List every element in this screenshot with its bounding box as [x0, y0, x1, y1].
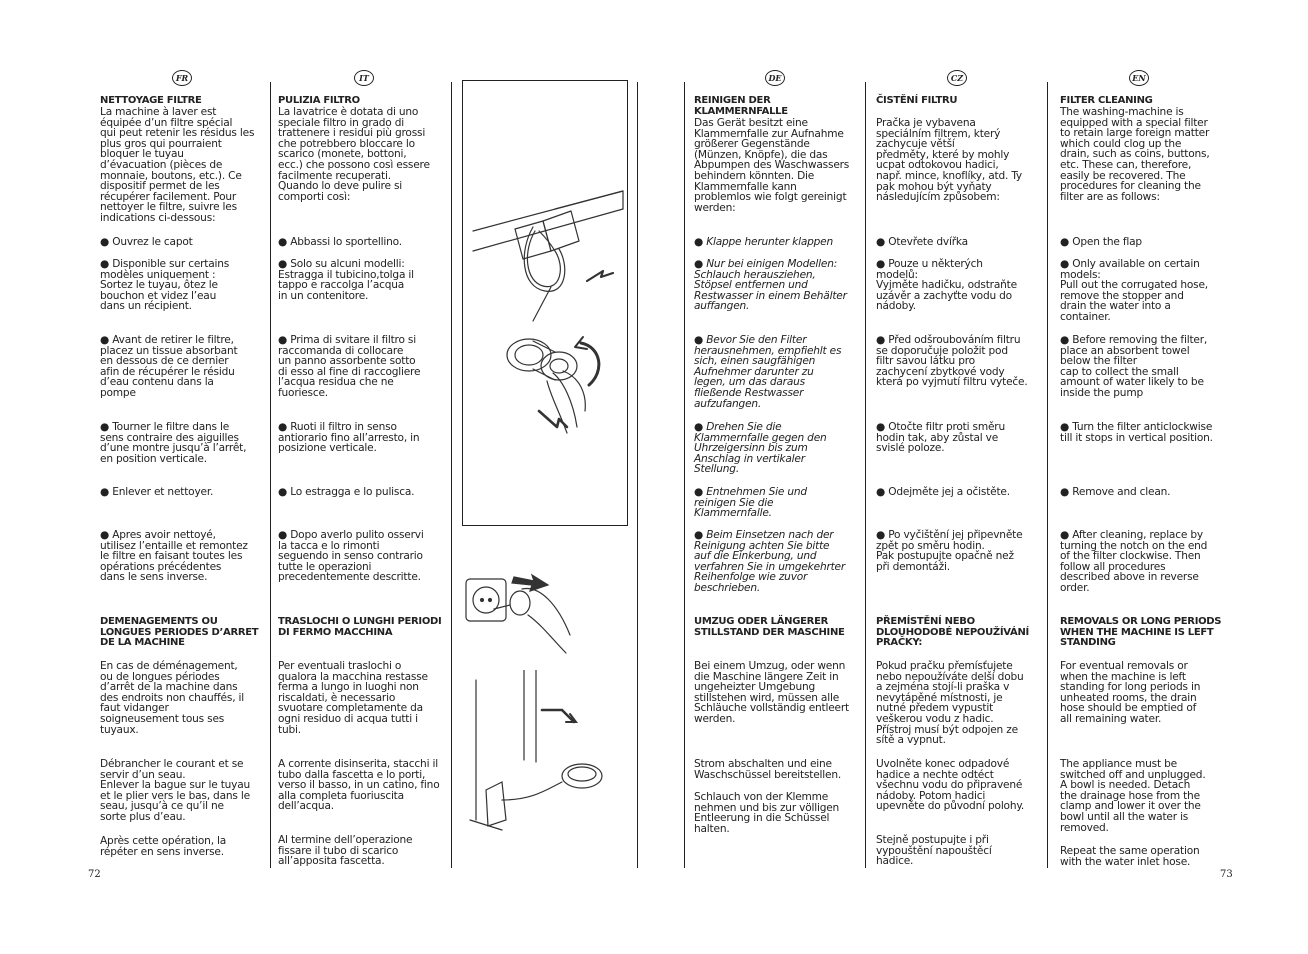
step-6: ● After cleaning, replace by turning the notch on the end of the filter clockwise. Then follow all procedures described above in reverse order. [1060, 529, 1208, 594]
paragraph: En cas de déménagement, ou de longues périodes d’arrêt de la machine dans des endroits non chauffés, il faut vidanger soigneusement tous ses tuyaux. [100, 660, 245, 736]
step-2: ● Pouze u některých modelů: Vyjměte hadičku, odstraňte uzávěr a zachyťte vodu do nádoby. [876, 258, 1017, 313]
paragraph: Uvolněte konec odpadové hadice a nechte odtéct všechnu vodu do připravené nádoby. Potom hadici upevněte do původní polohy. [876, 758, 1025, 813]
paragraph: Al termine dell’operazione fissare il tubo di scarico all’apposita fascetta. [278, 834, 413, 868]
step-6: ● Po vyčištění jej připevněte zpět po směru hodin. Pak postupujte opačně než při demontáži. [876, 529, 1023, 573]
step-4: ● Otočte filtr proti směru hodin tak, aby zůstal ve svislé poloze. [876, 421, 1005, 455]
step-1: ● Ouvrez le capot [100, 236, 193, 248]
column-divider [684, 82, 685, 868]
step-6: ● Beim Einsetzen nach der Reinigung achten Sie bitte auf die Einkerbung, und verfahren Sie in umgekehrter Reihenfolge wie zuvor beschrieben. [694, 529, 846, 594]
step-2: ● Only available on certain models: Pull out the corrugated hose, remove the stopper and drain the water into a container. [1060, 258, 1208, 323]
step-1: ● Abbassi lo sportellino. [278, 236, 402, 248]
paragraph: For eventual removals or when the machine is left standing for long periods in unheated rooms, the drain hose should be emptied of all remaining water. [1060, 660, 1201, 725]
intro-text: Das Gerät besitzt eine Klammernfalle zur Aufnahme größerer Gegenstände (Münzen, Knöpfe), die das Abpumpen des Waschwassers behindern könnten. Die Klammernfalle kann problemlos wie folgt gereinigt werden: [694, 117, 850, 214]
section-heading: ČISTĚNÍ FILTRU [876, 95, 958, 106]
step-5: ● Remove and clean. [1060, 486, 1171, 498]
step-4: ● Tourner le filtre dans le sens contraire des aiguilles d’une montre jusqu’à l’arrêt, en position verticale. [100, 421, 247, 465]
section-heading: REMOVALS OR LONG PERIODS WHEN THE MACHINE IS LEFT STANDING [1060, 616, 1222, 649]
page-number-left: 72 [88, 869, 101, 880]
step-1: ● Otevřete dvířka [876, 236, 968, 248]
page-number-right: 73 [1220, 869, 1233, 880]
step-4: ● Drehen Sie die Klammernfalle gegen den Uhrzeigersinn bis zum Anschlag in vertikaler Stellung. [694, 421, 827, 476]
paragraph: Bei einem Umzug, oder wenn die Maschine längere Zeit in ungeheizter Umgebung stillstehen wird, müssen alle Schläuche vollständig entleert werden. [694, 660, 849, 725]
paragraph: A corrente disinserita, stacchi il tubo dalla fascetta e lo porti, verso il basso, in un catino, fino alla completa fuoriuscita dell’acqua. [278, 758, 440, 813]
step-2: ● Solo su alcuni modelli: Estragga il tubicino,tolga il tappo e raccolga l’acqua in un contenitore. [278, 258, 414, 302]
filter-drawing [463, 81, 627, 525]
column-divider [1047, 82, 1048, 868]
intro-text: La machine à laver est équipée d’un filtre spécial qui peut retenir les résidus les plus gros qui pourraient bloquer le tuyau d’évacuation (pièces de monnaie, boutons, etc.). Ce dispositif permet de les récupérer facilement. Pour nettoyer le filtre, suivre les indications ci-dessous: [100, 106, 255, 224]
section-heading: TRASLOCHI O LUNGHI PERIODI DI FERMO MACCHINA [278, 616, 442, 638]
paragraph: Schlauch von der Klemme nehmen und bis zur völligen Entleerung in die Schüssel halten. [694, 791, 840, 835]
section-heading: DEMENAGEMENTS OU LONGUES PERIODES D’ARRET DE LA MACHINE [100, 616, 259, 649]
paragraph: Per eventuali traslochi o qualora la macchina restasse ferma a lungo in luoghi non riscaldati, è necessario svuotare completamente da ogni residuo di acqua tutti i tubi. [278, 660, 428, 736]
paragraph: Débrancher le courant et se servir d’un seau. Enlever la bague sur le tuyau et le plier vers le bas, dans le seau, jusqu’à ce qu’il ne sorte plus d’eau. [100, 758, 251, 823]
step-3: ● Před odšroubováním filtru se doporučuje položit pod filtr savou látku pro zachycení zbytkové vody která po vyjmutí filtru vyteče. [876, 334, 1028, 389]
step-1: ● Klappe herunter klappen [694, 236, 833, 248]
step-4: ● Turn the filter anticlockwise till it stops in vertical position. [1060, 421, 1213, 444]
filter-cleaning-illustration [462, 80, 628, 526]
step-5: ● Lo estragga e lo pulisca. [278, 486, 415, 498]
language-badge-cz: CZ [947, 70, 967, 86]
step-3: ● Bevor Sie den Filter herausnehmen, empfiehlt es sich, einen saugfähigen Aufnehmer darunter zu legen, um das daraus fließende Restwasser aufzufangen. [694, 334, 842, 410]
unplug-illustration [462, 565, 582, 660]
intro-text: La lavatrice è dotata di uno speciale filtro in grado di trattenere i residui più grossi che potrebbero bloccare lo scarico (monete, bottoni, ecc.) che possono così essere facilmente recuperati. Quando lo deve pulire si comporti così: [278, 106, 430, 203]
language-badge-de: DE [765, 70, 785, 86]
paragraph: Strom abschalten und eine Waschschüssel bereitstellen. [694, 758, 842, 781]
step-2: ● Disponible sur certains modèles uniquement : Sortez le tuyau, ôtez le bouchon et videz l’eau dans un récipient. [100, 258, 230, 313]
column-divider [270, 82, 271, 868]
paragraph: Pokud pračku přemísťujete nebo nepoužíváte delší dobu a zejména stojí-li praška v nevytápěné místnosti, je nutné předem vypustit veškerou vodu z hadic. Přístroj musí být odpojen ze sítě a vypnut. [876, 660, 1024, 747]
step-6: ● Apres avoir nettoyé, utilisez l’entaille et remontez le filtre en faisant toutes les opérations précédentes dans le sens inverse. [100, 529, 248, 584]
step-5: ● Odejměte jej a očistěte. [876, 486, 1010, 498]
paragraph: Après cette opération, la répéter en sens inverse. [100, 835, 227, 858]
language-badge-it: IT [354, 70, 374, 86]
column-divider [451, 82, 452, 868]
section-heading: REINIGEN DER KLAMMERNFALLE [694, 95, 788, 117]
language-badge-fr: FR [172, 70, 192, 86]
section-heading: PULIZIA FILTRO [278, 95, 360, 106]
section-heading: NETTOYAGE FILTRE [100, 95, 202, 106]
paragraph: Stejně postupujte i při vypouštění napouštěcí hadice. [876, 834, 992, 868]
intro-text: Pračka je vybavena speciálním filtrem, který zachycuje větší předměty, které by mohly ucpat odtokovou hadici, např. mince, knoflíky, atd. Ty pak mohou být vyňaty následujícím způsobem: [876, 117, 1023, 204]
step-3: ● Before removing the filter, place an absorbent towel below the filter cap to collect the small amount of water likely to be inside the pump [1060, 334, 1208, 399]
step-5: ● Entnehmen Sie und reinigen Sie die Klammernfalle. [694, 486, 807, 520]
step-4: ● Ruoti il filtro in senso antiorario fino all’arresto, in posizione verticale. [278, 421, 420, 455]
paragraph: The appliance must be switched off and unplugged. A bowl is needed. Detach the drainage hose from the clamp and lower it over the bowl until all the water is removed. [1060, 758, 1206, 834]
step-3: ● Prima di svitare il filtro si raccomanda di collocare un panno assorbente sotto di esso al fine di raccogliere l’acqua residua che ne fuoriesce. [278, 334, 421, 399]
step-1: ● Open the flap [1060, 236, 1142, 248]
step-2: ● Nur bei einigen Modellen: Schlauch herausziehen, Stöpsel entfernen und Restwasser in einem Behälter auffangen. [694, 258, 847, 313]
intro-text: The washing-machine is equipped with a special filter to retain large foreign matter which could clog up the drain, such as coins, buttons, etc. These can, therefore, easily be recovered. The procedures for cleaning the filter are as follows: [1060, 106, 1210, 203]
page-divider [637, 82, 638, 868]
step-5: ● Enlever et nettoyer. [100, 486, 214, 498]
section-heading: FILTER CLEANING [1060, 95, 1153, 106]
section-heading: UMZUG ODER LÄNGERER STILLSTAND DER MASCHINE [694, 616, 845, 638]
hose-drain-illustration [462, 670, 612, 840]
column-divider [865, 82, 866, 868]
step-6: ● Dopo averlo pulito osservi la tacca e lo rimonti seguendo in senso contrario tutte le operazioni precedentemente descritte. [278, 529, 424, 584]
step-3: ● Avant de retirer le filtre, placez un tissue absorbant en dessous de ce dernier afin de récupérer le résidu d’eau contenu dans la pompe [100, 334, 238, 399]
language-badge-en: EN [1129, 70, 1149, 86]
section-heading: PŘEMÍSTĚNÍ NEBO DLOUHODOBÉ NEPOUŽÍVÁNÍ PRAČKY: [876, 616, 1029, 649]
paragraph: Repeat the same operation with the water inlet hose. [1060, 845, 1200, 868]
